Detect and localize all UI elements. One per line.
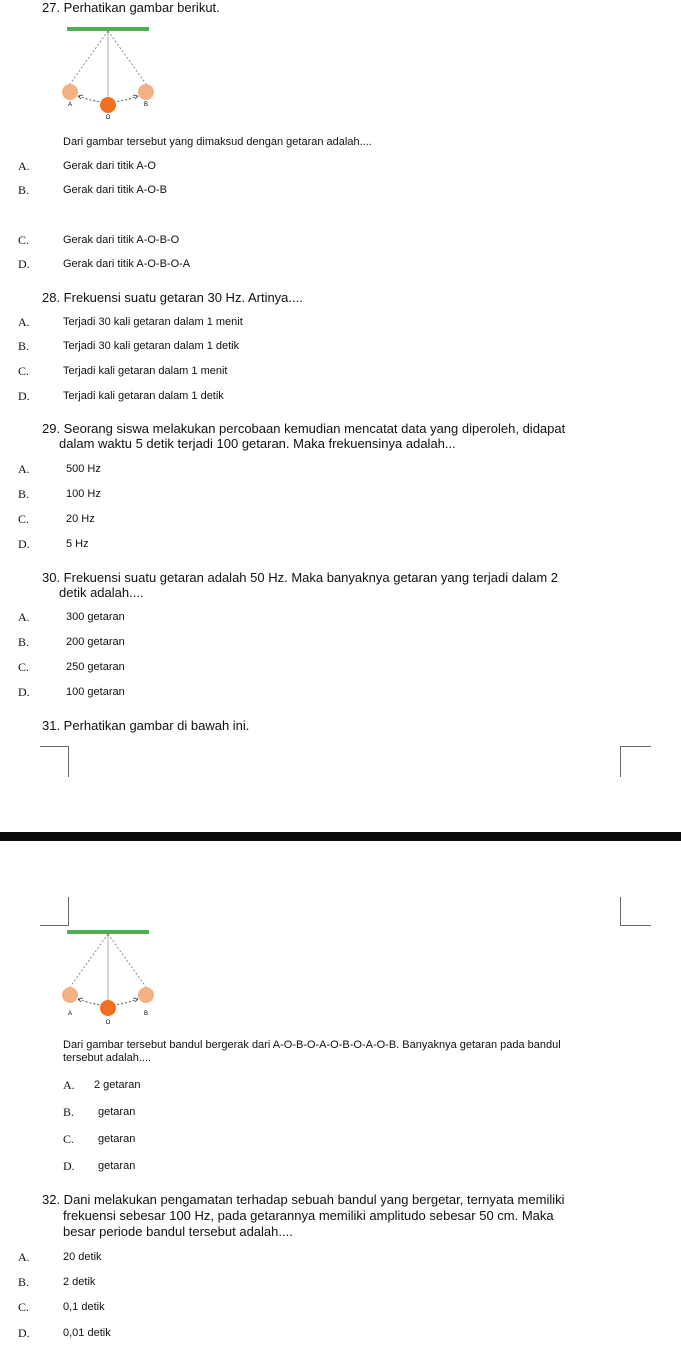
q30-option-b: 200 getaran [66, 636, 125, 648]
bob-left [62, 84, 78, 100]
q27-option-a: Gerak dari titik A-O [63, 160, 156, 172]
q31-option-c: getaran [98, 1133, 136, 1145]
q28-option-b: Terjadi 30 kali getaran dalam 1 detik [63, 340, 240, 352]
crop-mark-top-left [40, 746, 69, 777]
q27-option-b: Gerak dari titik A-O-B [63, 184, 167, 196]
q32-stem-line2: frekuensi sebesar 100 Hz, pada getarannya memiliki amplitudo sebesar 50 cm. Maka [63, 1208, 554, 1223]
q31-option-b: getaran [98, 1106, 136, 1118]
label-a: A [67, 1011, 73, 1017]
label-b: B [143, 1011, 149, 1017]
q27-option-d-letter: D. [18, 257, 30, 271]
q30-stem-line1: 30. Frekuensi suatu getaran adalah 50 Hz. Maka banyaknya getaran yang terjadi dalam 2 [42, 570, 558, 585]
label-b: B [143, 102, 149, 108]
pendulum-string-left [70, 934, 108, 987]
q31-option-d-letter: D. [63, 1159, 75, 1173]
q32-stem-line1: 32. Dani melakukan pengamatan terhadap sebuah bandul yang bergetar, ternyata memiliki [42, 1192, 565, 1207]
q30-option-c: 250 getaran [66, 661, 125, 673]
q29-option-d-letter: D. [18, 537, 30, 551]
q27-option-a-letter: A. [18, 159, 30, 173]
q32-option-b: 2 detik [63, 1276, 96, 1288]
crop-mark-bottom-left [40, 897, 69, 926]
q29-option-c-letter: C. [18, 512, 30, 526]
q29-option-a: 500 Hz [66, 463, 101, 475]
q30-stem-line2: detik adalah.... [59, 585, 144, 600]
bob-right [138, 987, 154, 1003]
q28-option-d: Terjadi kali getaran dalam 1 detik [63, 390, 224, 402]
q31-option-a-letter: A. [63, 1078, 75, 1092]
q30-option-a: 300 getaran [66, 611, 125, 623]
pendulum-string-right [108, 934, 146, 987]
q29-option-a-letter: A. [18, 462, 30, 476]
q28-option-a: Terjadi 30 kali getaran dalam 1 menit [63, 316, 243, 328]
bob-center [100, 1000, 116, 1016]
q29-option-b: 100 Hz [66, 488, 101, 500]
q27-stem: 27. Perhatikan gambar berikut. [42, 0, 220, 15]
q27-option-d: Gerak dari titik A-O-B-O-A [63, 258, 191, 270]
q27-option-c-letter: C. [18, 233, 30, 247]
q31-option-b-letter: B. [63, 1105, 75, 1119]
bob-center [100, 97, 116, 113]
q31-prompt-line2: tersebut adalah.... [63, 1052, 152, 1064]
q28-option-c: Terjadi kali getaran dalam 1 menit [63, 365, 228, 377]
q28-option-d-letter: D. [18, 389, 30, 403]
q27-option-c: Gerak dari titik A-O-B-O [63, 234, 180, 246]
q28-option-a-letter: A. [18, 315, 30, 329]
label-o: O [105, 115, 111, 120]
bob-left [62, 987, 78, 1003]
q28-option-b-letter: B. [18, 339, 30, 353]
q31-stem: 31. Perhatikan gambar di bawah ini. [42, 718, 250, 733]
q32-option-a-letter: A. [18, 1250, 30, 1264]
q31-prompt-line1: Dari gambar tersebut bandul bergerak dari A-O-B-O-A-O-B-O-A-O-B. Banyaknya getaran pada bandul [63, 1039, 561, 1051]
q29-stem-line2: dalam waktu 5 detik terjadi 100 getaran. Maka frekuensinya adalah... [59, 436, 456, 451]
page-break-divider [0, 832, 681, 841]
q30-option-d: 100 getaran [66, 686, 125, 698]
q31-option-d: getaran [98, 1160, 136, 1172]
q27-option-b-letter: B. [18, 183, 30, 197]
crop-mark-bottom-right [620, 897, 651, 926]
q29-stem-line1: 29. Seorang siswa melakukan percobaan kemudian mencatat data yang diperoleh, didapat [42, 421, 566, 436]
q28-stem: 28. Frekuensi suatu getaran 30 Hz. Artinya.... [42, 290, 303, 305]
crop-mark-top-right [620, 746, 651, 777]
q27-prompt: Dari gambar tersebut yang dimaksud dengan getaran adalah.... [63, 136, 372, 148]
pendulum-figure-q31 [56, 927, 166, 1025]
q31-option-c-letter: C. [63, 1132, 75, 1146]
q31-option-a: 2 getaran [94, 1079, 141, 1091]
q32-option-c-letter: C. [18, 1300, 30, 1314]
pendulum-support-bar [67, 27, 149, 31]
q29-option-b-letter: B. [18, 487, 30, 501]
q29-option-c: 20 Hz [66, 513, 95, 525]
q32-option-b-letter: B. [18, 1275, 30, 1289]
q32-option-d-letter: D. [18, 1326, 30, 1340]
label-a: A [67, 102, 73, 108]
q29-option-d: 5 Hz [66, 538, 89, 550]
pendulum-string-left [70, 31, 108, 84]
pendulum-support-bar [67, 930, 149, 934]
bob-right [138, 84, 154, 100]
q32-option-a: 20 detik [63, 1251, 102, 1263]
q30-option-a-letter: A. [18, 610, 30, 624]
q32-option-d: 0,01 detik [63, 1327, 111, 1339]
q28-option-c-letter: C. [18, 364, 30, 378]
pendulum-string-right [108, 31, 146, 84]
q30-option-c-letter: C. [18, 660, 30, 674]
q32-stem-line3: besar periode bandul tersebut adalah.... [63, 1224, 293, 1239]
q30-option-d-letter: D. [18, 685, 30, 699]
label-o: O [105, 1020, 111, 1025]
q30-option-b-letter: B. [18, 635, 30, 649]
q32-option-c: 0,1 detik [63, 1301, 105, 1313]
pendulum-figure-q27 [56, 24, 166, 120]
